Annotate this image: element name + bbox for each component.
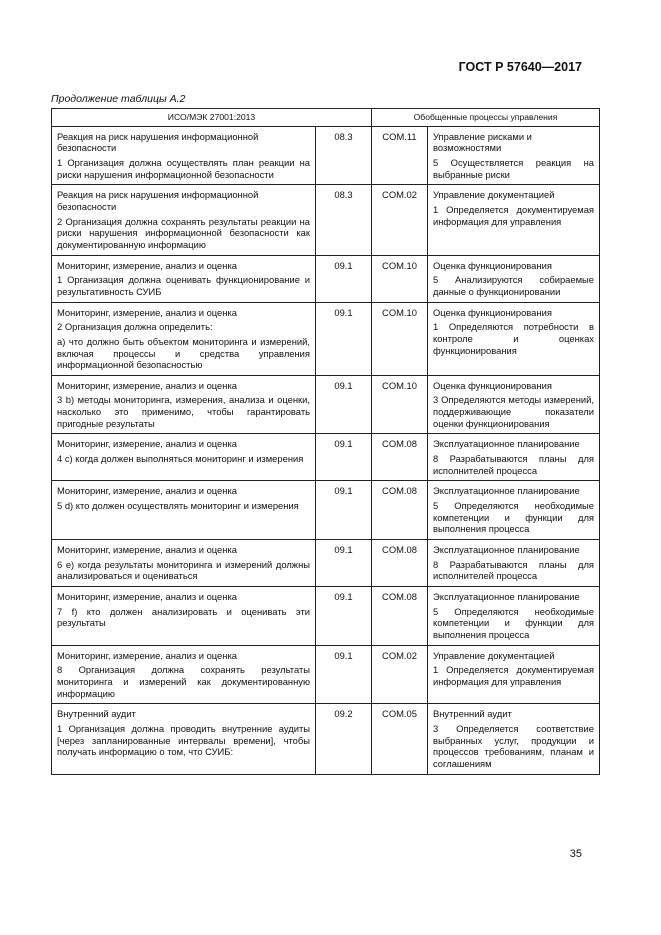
process-code: COM.11 — [372, 126, 428, 185]
process-code: COM.10 — [372, 375, 428, 434]
requirement-cell — [52, 587, 316, 646]
requirement-text: 2 Организация должна определить: — [57, 321, 213, 333]
requirement-text: 4 c) когда должен выполняться мониторинг и измерения — [57, 453, 304, 465]
process-code: COM.02 — [372, 645, 428, 704]
requirement-cell — [52, 540, 316, 587]
header-iso: ИСО/МЭК 27001:2013 — [52, 109, 372, 127]
process-name: Оценка функционирования — [433, 259, 552, 271]
process-name: Эксплуатационное планирование — [433, 438, 580, 450]
table-row — [52, 185, 600, 255]
process-code: COM.08 — [372, 587, 428, 646]
requirement-cell — [52, 481, 316, 540]
process-name: Эксплуатационное планирование — [433, 591, 580, 602]
process-outcome: 3 Определяется соответствие выбранных услуг, продукции и процессов требованиям, планам и соглашениям — [433, 722, 594, 769]
table-row — [52, 375, 600, 434]
requirement-title: Мониторинг, измерение, анализ и оценка — [57, 306, 237, 318]
requirement-text: 8 Организация должна сохранять результаты мониторинга и измерений как документированную информацию — [57, 664, 310, 699]
process-cell — [428, 587, 600, 646]
table-row — [52, 302, 600, 375]
clause-number: 08.3 — [316, 185, 372, 255]
requirement-cell — [52, 185, 316, 255]
process-outcome: 5 Анализируются собираемые данные о функционировании — [433, 274, 594, 297]
process-code: COM.10 — [372, 302, 428, 375]
requirement-title: Мониторинг, измерение, анализ и оценка — [57, 438, 237, 450]
requirement-subitem: а) что должно быть объектом мониторинга и измерений, включая процессы и средства управления информационной безопасностью — [57, 335, 310, 371]
mapping-table — [51, 108, 600, 775]
requirement-text: 2 Организация должна сохранять результаты реакции на риски нарушения информационной безопасности как документированную информацию — [57, 215, 310, 250]
clause-number: 09.1 — [316, 434, 372, 481]
requirement-text: 5 d) кто должен осуществлять мониторинг и измерения — [57, 500, 299, 512]
process-cell — [428, 302, 600, 375]
process-outcome: 1 Определяется документируемая информация для управления — [433, 203, 594, 227]
table-row — [52, 434, 600, 481]
process-cell — [428, 704, 600, 774]
clause-number: 09.1 — [316, 645, 372, 704]
header-processes: Обобщенные процессы управления — [372, 109, 600, 127]
clause-number: 09.1 — [316, 302, 372, 375]
requirement-cell — [52, 302, 316, 375]
requirement-title: Мониторинг, измерение, анализ и оценка — [57, 379, 237, 391]
clause-number: 09.1 — [316, 375, 372, 434]
clause-number: 09.1 — [316, 255, 372, 302]
requirement-cell — [52, 434, 316, 481]
process-outcome: 5 Определяются необходимые компетенции и функции для выполнения процесса — [433, 500, 594, 535]
table-header-row — [52, 109, 600, 127]
process-code: COM.08 — [372, 540, 428, 587]
page-number: 35 — [569, 848, 582, 860]
process-outcome: 5 Определяются необходимые компетенции и функции для выполнения процесса — [433, 605, 594, 640]
process-cell — [428, 126, 600, 185]
requirement-cell — [52, 704, 316, 774]
process-code: COM.08 — [372, 481, 428, 540]
table-row — [52, 645, 600, 704]
requirement-title: Мониторинг, измерение, анализ и оценка — [57, 591, 237, 602]
clause-number: 08.3 — [316, 126, 372, 185]
process-name: Эксплуатационное планирование — [433, 485, 580, 497]
process-outcome: 8 Разрабатываются планы для исполнителей процесса — [433, 558, 594, 582]
process-name: Оценка функционирования — [433, 379, 552, 391]
process-outcome: 5 Осуществляется реакция на выбранные риски — [433, 156, 594, 180]
standard-code: ГОСТ Р 57640—2017 — [458, 60, 582, 74]
requirement-cell — [52, 126, 316, 185]
process-name: Оценка функционирования — [433, 306, 552, 318]
requirement-title: Мониторинг, измерение, анализ и оценка — [57, 544, 237, 556]
requirement-title: Реакция на риск нарушения информационной безопасности — [57, 189, 259, 212]
requirement-text: 1 Организация должна оценивать функционирование и результативность СУИБ — [57, 274, 310, 297]
process-cell — [428, 185, 600, 255]
process-name: Управление документацией — [433, 189, 555, 201]
process-cell — [428, 375, 600, 434]
requirement-text: 1 Организация должна проводить внутренние аудиты [через запланированные интервалы времени], чтобы получать информацию о том, что СУИБ: — [57, 722, 310, 758]
requirement-cell — [52, 375, 316, 434]
clause-number: 09.1 — [316, 540, 372, 587]
process-cell — [428, 481, 600, 540]
clause-number: 09.2 — [316, 704, 372, 774]
table-row — [52, 255, 600, 302]
requirement-cell — [52, 645, 316, 704]
process-cell — [428, 645, 600, 704]
clause-number: 09.1 — [316, 587, 372, 646]
process-outcome: 8 Разрабатываются планы для исполнителей процесса — [433, 453, 594, 476]
process-name: Внутренний аудит — [433, 708, 512, 720]
process-outcome: 1 Определяется документируемая информация для управления — [433, 664, 594, 687]
process-code: COM.05 — [372, 704, 428, 774]
process-name: Эксплуатационное планирование — [433, 544, 580, 556]
process-outcome: 1 Определяются потребности в контроле и оценках функционирования — [433, 321, 594, 356]
table-caption: Продолжение таблицы А.2 — [51, 93, 186, 105]
process-cell — [428, 434, 600, 481]
process-code: COM.08 — [372, 434, 428, 481]
table-row — [52, 704, 600, 774]
process-cell — [428, 255, 600, 302]
table-row — [52, 481, 600, 540]
requirement-title: Мониторинг, измерение, анализ и оценка — [57, 485, 237, 497]
requirement-text: 1 Организация должна осуществлять план реакции на риски нарушения информационной безопасности — [57, 156, 310, 180]
requirement-cell — [52, 255, 316, 302]
process-name: Управление документацией — [433, 649, 555, 661]
table-body — [52, 126, 600, 774]
table-row — [52, 126, 600, 185]
requirement-text: 7 f) кто должен анализировать и оценивать эти результаты — [57, 605, 310, 629]
process-code: COM.02 — [372, 185, 428, 255]
requirement-text: 3 b) методы мониторинга, измерения, анализа и оценки, насколько это применимо, чтобы гарантировать пригодные результаты — [57, 394, 310, 429]
requirement-text: 6 e) когда результаты мониторинга и измерений должны анализироваться и оцениваться — [57, 558, 310, 582]
requirement-title: Реакция на риск нарушения информационной безопасности — [57, 130, 259, 154]
clause-number: 09.1 — [316, 481, 372, 540]
process-name: Управление рисками и возможностями — [433, 130, 532, 154]
requirement-title: Мониторинг, измерение, анализ и оценка — [57, 259, 237, 271]
process-code: COM.10 — [372, 255, 428, 302]
requirement-title: Внутренний аудит — [57, 708, 136, 720]
requirement-title: Мониторинг, измерение, анализ и оценка — [57, 649, 237, 661]
table-row — [52, 587, 600, 646]
table-row — [52, 540, 600, 587]
process-cell — [428, 540, 600, 587]
process-outcome: 3 Определяются методы измерений, поддерживающие показатели оценки функционирования — [433, 394, 594, 429]
